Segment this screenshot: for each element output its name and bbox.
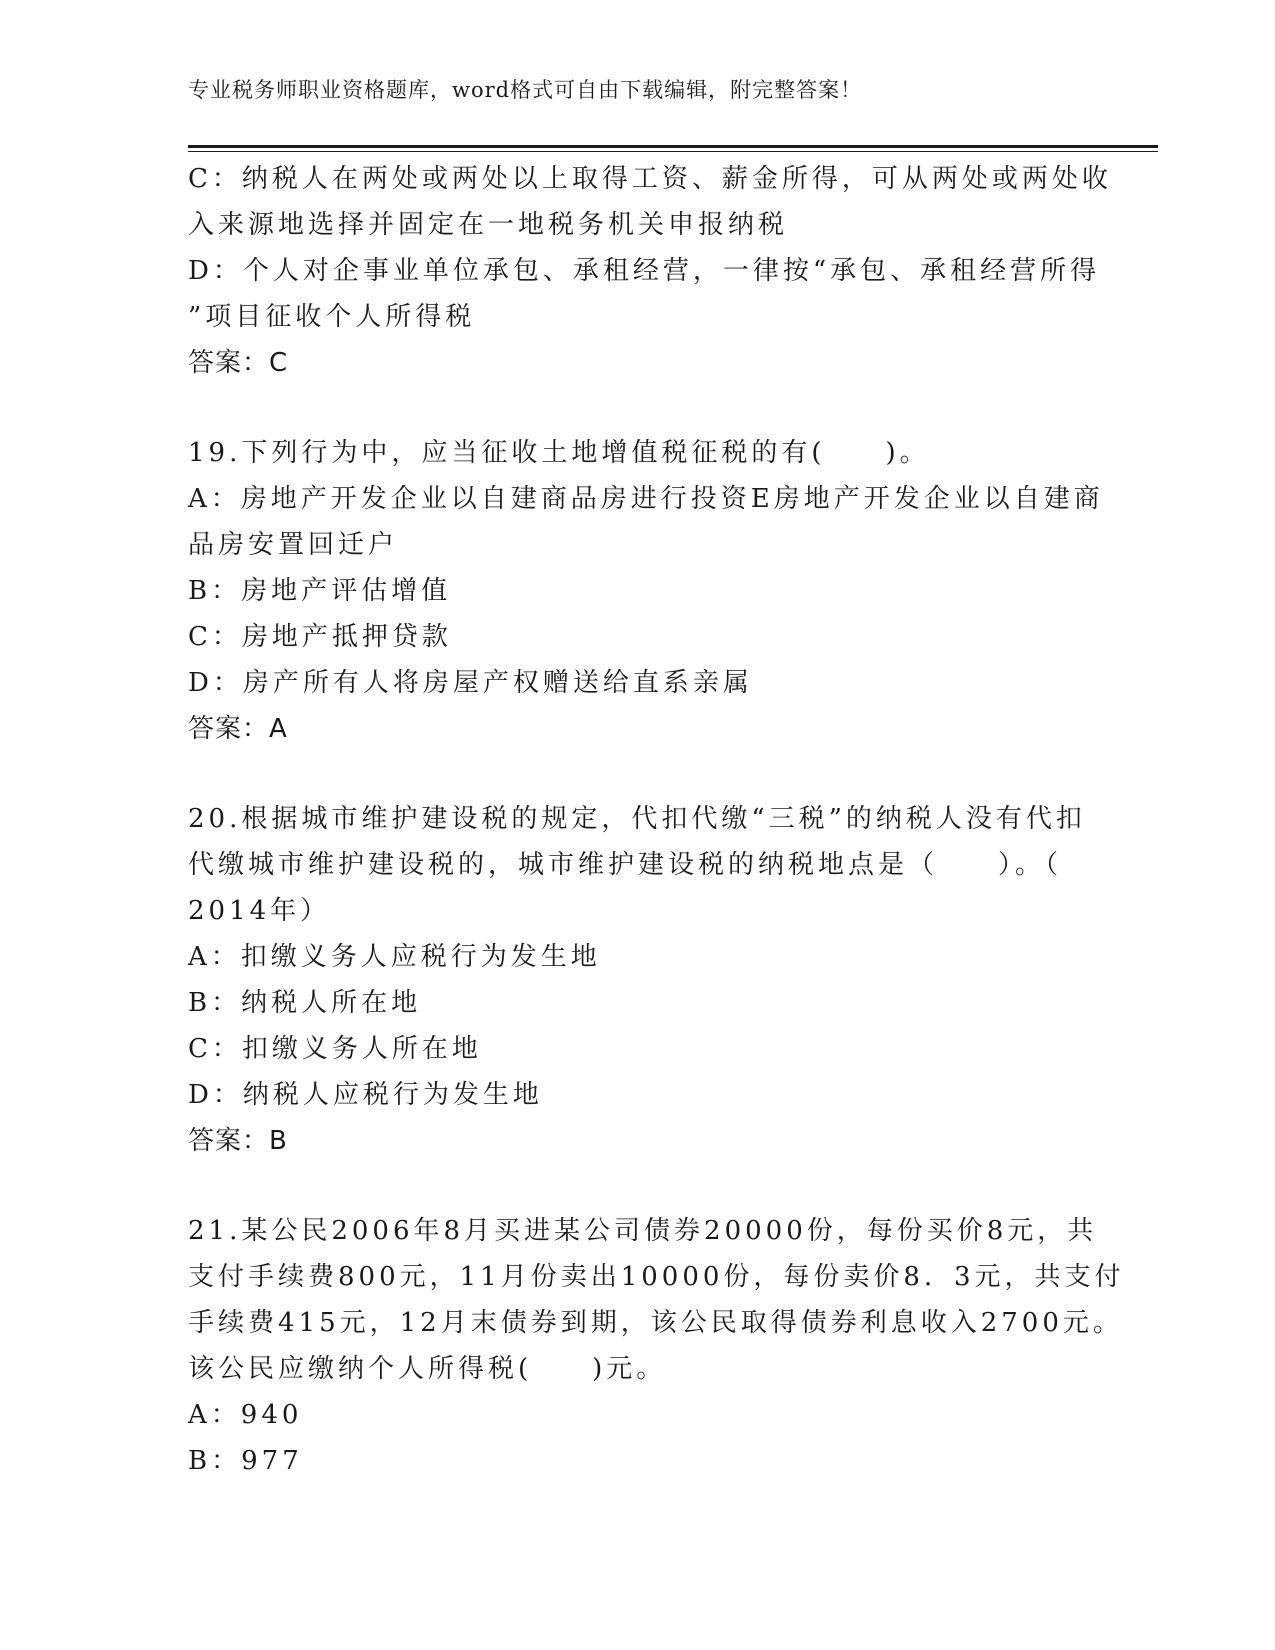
header-rule-thick <box>188 145 1158 148</box>
option-line: B：房地产评估增值 <box>188 576 452 606</box>
option-line: C：扣缴义务人所在地 <box>188 1034 482 1064</box>
option-line: D：房产所有人将房屋产权赠送给直系亲属 <box>188 668 753 698</box>
answer-line: 答案：A <box>188 714 288 744</box>
option-line: C：房地产抵押贷款 <box>188 622 452 652</box>
block-spacer <box>188 752 1088 796</box>
question-stem: 19.下列行为中，应当征收土地增值税征税的有( )。 <box>188 438 930 468</box>
question-block <box>188 1208 1125 1484</box>
option-line: 品房安置回迁户 <box>188 530 399 560</box>
question-stem: 20.根据城市维护建设税的规定，代扣代缴“三税”的纳税人没有代扣 <box>188 804 1086 834</box>
question-block <box>188 796 1088 1164</box>
option-line: A：扣缴义务人应税行为发生地 <box>188 942 601 972</box>
option-line: D：纳税人应税行为发生地 <box>188 1080 543 1110</box>
block-spacer <box>188 386 1088 430</box>
option-line: B：纳税人所在地 <box>188 988 422 1018</box>
option-line: C：纳税人在两处或两处以上取得工资、薪金所得，可从两处或两处收 <box>188 164 1112 194</box>
question-stem: 该公民应缴纳个人所得税( )元。 <box>188 1354 667 1384</box>
answer-line: 答案：C <box>188 348 289 378</box>
option-line: 入来源地选择并固定在一地税务机关申报纳税 <box>188 210 789 240</box>
option-line: ”项目征收个人所得税 <box>188 302 476 332</box>
question-stem: 21.某公民2006年8月买进某公司债券20000份，每份买价8元，共 <box>188 1216 1098 1246</box>
question-block <box>188 430 1104 752</box>
answer-line: 答案：B <box>188 1126 288 1156</box>
block-spacer <box>188 1164 1088 1208</box>
question-content <box>188 156 1125 1484</box>
question-stem: 手续费415元，12月末债券到期，该公民取得债券利息收入2700元。 <box>188 1308 1123 1338</box>
question-block <box>188 156 1112 386</box>
option-line: A：940 <box>188 1400 303 1430</box>
option-line: B：977 <box>188 1446 303 1476</box>
question-stem: 2014年） <box>188 896 331 926</box>
option-line: A：房地产开发企业以自建商品房进行投资E房地产开发企业以自建商 <box>188 484 1104 514</box>
question-stem: 代缴城市维护建设税的，城市维护建设税的纳税地点是（ ）。（ <box>188 850 1063 880</box>
page-header: 专业税务师职业资格题库，word格式可自由下载编辑，附完整答案！ <box>188 78 863 102</box>
option-line: D：个人对企事业单位承包、承租经营，一律按“承包、承租经营所得 <box>188 256 1101 286</box>
question-stem: 支付手续费800元，11月份卖出10000份，每份卖价8．3元，共支付 <box>188 1262 1125 1292</box>
header-rule-thin <box>188 151 1158 152</box>
